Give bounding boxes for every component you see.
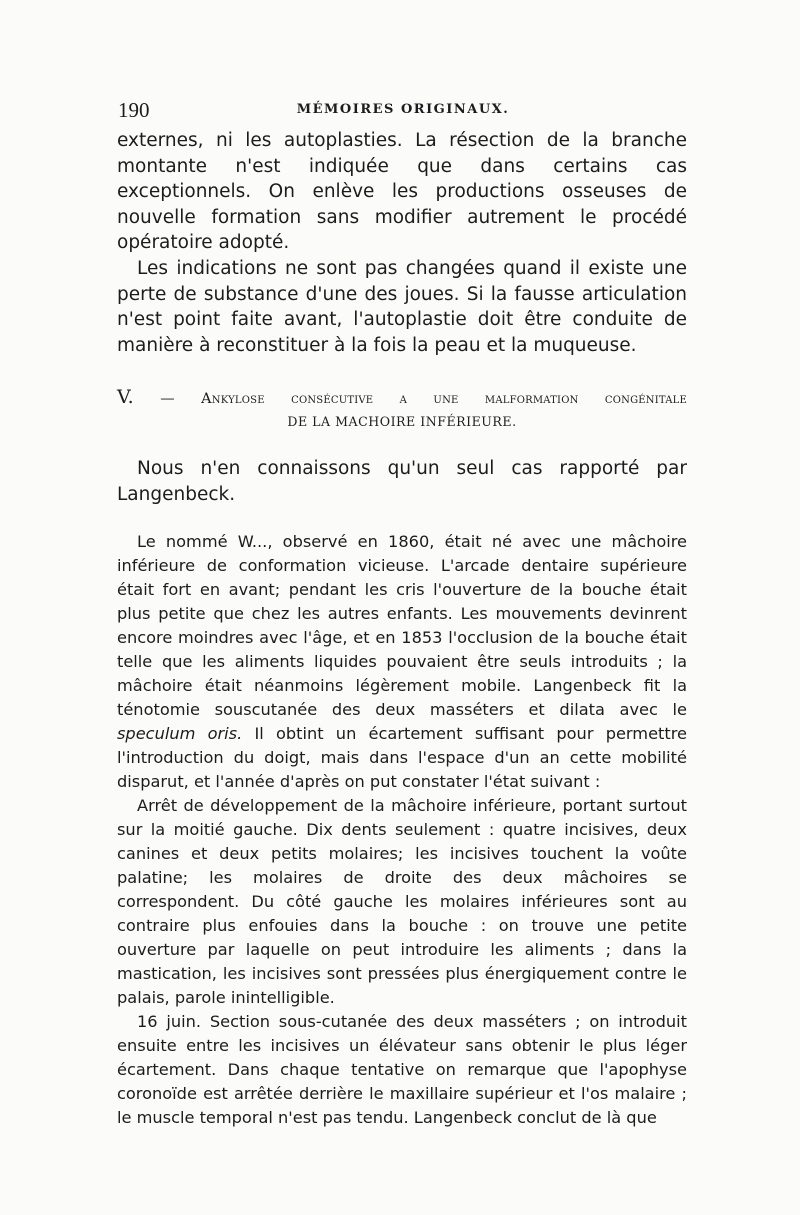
- intro-block: [117, 456, 687, 507]
- paragraph-indications: Les indications ne sont pas changées quand il existe une perte de substance d'une des joues. Si la fausse articulation n'est point faite avant, l'autoplastie doit être conduite de manière à reconstituer à la fois la peau et la muqueuse.: [117, 257, 687, 356]
- intro-paragraph: Nous n'en connaissons qu'un seul cas rapporté par Langenbeck.: [117, 458, 687, 505]
- case-text-after-italic: Il obtint un écartement suffisant pour permettre l'introduction du doigt, mais dans l'espace d'un an cette mobilité disparut, et l'année d'après on put constater l'état suivant :: [117, 724, 687, 791]
- case-paragraph-2: Arrêt de développement de la mâchoire inférieure, portant surtout sur la moitié gauche. Dix dents seulement : quatre incisives, deux canines et deux petits molaires; les incisives touchent la voûte palatine; les molaires de droite des deux mâchoires se correspondent. Du côté gauche les molaires inférieures sont au contraire plus enfouies dans la bouche : on trouve une petite ouverture par laquelle on peut introduire les aliments ; dans la mastication, les incisives sont pressées plus énergiquement contre le palais, parole inintelligible.: [117, 796, 687, 1007]
- section-heading: [117, 386, 687, 429]
- section-heading-line-1: [117, 386, 687, 408]
- paragraph-continued: externes, ni les autoplasties. La résection de la branche montante n'est indiquée que dans certains cas exceptionnels. On enlève les productions osseuses de nouvelle formation sans modifier autrement le procédé opératoire adopté.: [117, 130, 687, 254]
- case-block: [117, 530, 687, 1130]
- section-title-line-1: — Ankylose consécutive a une malformation congénitale: [160, 391, 687, 407]
- case-paragraph-3: 16 juin. Section sous-cutanée des deux masséters ; on introduit ensuite entre les incisives un élévateur sans obtenir le plus léger écartement. Dans chaque tentative on remarque que l'apophyse coronoïde est arrêtée derrière le maxillaire supérieur et l'os malaire ; le muscle temporal n'est pas tendu. Langenbeck conclut de là que: [117, 1012, 687, 1127]
- case-paragraph-1: [117, 530, 687, 794]
- case-text-before-italic: Le nommé W..., observé en 1860, était né avec une mâchoire inférieure de conformation vicieuse. L'arcade dentaire supérieure était fort en avant; pendant les cris l'ouverture de la bouche était plus petite que chez les autres enfants. Les mouvements devinrent encore moindres avec l'âge, et en 1853 l'occlusion de la bouche était telle que les aliments liquides pouvaient être seuls introduits ; la mâchoire était néanmoins légèrement mobile. Langenbeck fit la ténotomie souscutanée des deux masséters et dilata avec le: [117, 532, 687, 719]
- page-number: 190: [118, 98, 150, 122]
- header-title: MÉMOIRES ORIGINAUX.: [296, 102, 510, 117]
- top-text-block: [117, 128, 687, 358]
- running-head: [118, 98, 688, 128]
- section-number: V.: [117, 386, 134, 408]
- section-title-line-2: DE LA MACHOIRE INFÉRIEURE.: [287, 414, 517, 429]
- speculum-oris-term: speculum oris.: [117, 724, 243, 743]
